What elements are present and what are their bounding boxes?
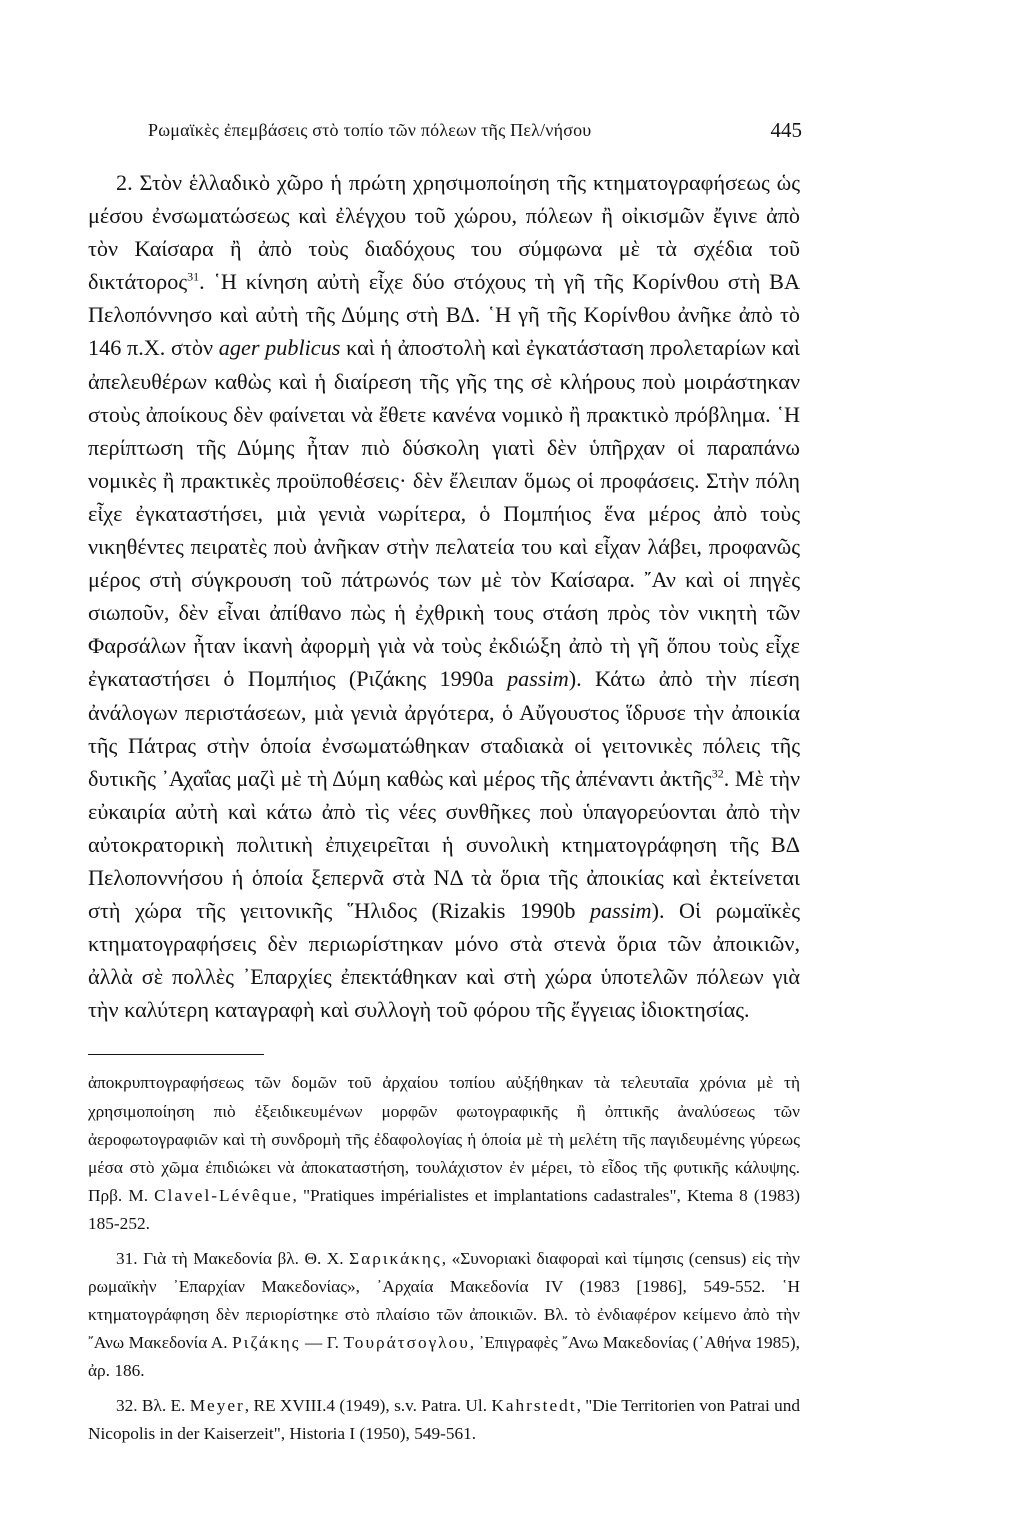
paragraph-text: καὶ ἡ ἀποστολὴ καὶ ἐγκατάσταση προλεταρίων καὶ ἀπελευθέρων καθὼς καὶ ἡ διαίρεση τῆς γῆς της σὲ κλήρους ποὺ μοιράστηκαν στοὺς ἀποίκους δὲν φαίνεται νὰ ἔθετε κανένα νομικὸ ἢ πρακτικὸ πρόβλημα. ῾Η περίπτωση τῆς Δύμης ἦταν πιὸ δύσκολη γιατὶ δὲν ὑπῆρχαν οἱ παραπάνω νομικὲς ἢ πρακτικὲς προϋποθέσεις· δὲν ἔλειπαν ὅμως οἱ προφάσεις. Στὴν πόλη εἶχε ἐγκαταστήσει, μιὰ γενιὰ νωρίτερα, ὁ Πομπήιος ἕνα μέρος ἀπὸ τοὺς νικηθέντες πειρατὲς ποὺ ἀνῆκαν στὴν πελατεία του καὶ εἶχαν λάβει, προφανῶς μέρος στὴ σύγκρουση τοῦ πάτρωνός των μὲ τὸν Καίσαρα. ῎Αν καὶ οἱ πηγὲς σιωποῦν, δὲν εἶναι ἀπίθανο πὼς ἡ ἐχθρικὴ τους στάση πρὸς τὸν νικητὴ τῶν Φαρσάλων ἦταν ἱκανὴ ἀφορμὴ γιὰ νὰ τοὺς ἐκδιώξη ἀπὸ τὴ γῆ ὅπου τοὺς εἶχε ἐγκαταστήσει ὁ Πομπήιος (Ριζάκης 1990a <box>88 335 801 692</box>
paragraph-italic: ager publicus <box>218 335 341 361</box>
running-title: Ρωμαϊκὲς ἐπεμβάσεις στὸ τοπίο τῶν πόλεων τῆς Πελ/νήσου <box>148 120 592 140</box>
main-paragraph <box>88 166 800 1026</box>
footnote-author: Ριζάκης <box>232 1333 301 1353</box>
footnote-continuation <box>88 1069 800 1238</box>
page-number: 445 <box>770 118 802 142</box>
footnote-text: — Γ. <box>300 1333 344 1353</box>
footnotes <box>88 1069 800 1448</box>
footnote-author: Meyer <box>189 1395 245 1415</box>
paragraph-italic: passim <box>589 898 652 924</box>
footnote-31 <box>88 1245 800 1386</box>
footnote-author: Kahrstedt <box>491 1395 577 1415</box>
footnote-text: , ᾿Επιγραφὲς ῎Ανω Μακεδονίας (᾿Αθήνα 1985), ἀρ. 186. <box>88 1333 800 1381</box>
footnote-divider <box>88 1054 264 1055</box>
footnote-author: Τουράτσογλου <box>343 1333 470 1353</box>
paragraph-text: 2. Στὸν ἑλλαδικὸ χῶρο ἡ πρώτη χρησιμοποίηση τῆς κτηματογραφήσεως ὡς μέσου ἐνσωματώσεως καὶ ἐλέγχου τοῦ χώρου, πόλεων ἢ οἰκισμῶν ἔγινε ἀπὸ τὸν Καίσαρα ἢ ἀπὸ τοὺς διαδόχους του σύμφωνα μὲ τὰ σχέδια τοῦ δικτάτορος <box>88 170 800 295</box>
footnote-text: 32. Βλ. Ε. <box>116 1395 190 1415</box>
footnote-32 <box>88 1392 800 1448</box>
footnote-text: , «Συνοριακὶ διαφοραὶ καὶ τίμησις (census) εἰς τὴν ρωμαϊκὴν ᾿Επαρχίαν Μακεδονίας», ᾿Αρχαία Μακεδονία IV (1983 [1986], 549-552. ῾Η κτηματογράφηση δὲν περιορίστηκε στὸ πλαίσιο τῶν ἀποικιῶν. Βλ. τὸ ἐνδιαφέρον κείμενο ἀπὸ τὴν ῎Ανω Μακεδονία Α. <box>88 1248 800 1353</box>
paragraph-text: ). Κάτω ἀπὸ τὴν πίεση ἀνάλογων περιστάσεων, μιὰ γενιὰ ἀργότερα, ὁ Αὔγουστος ἵδρυσε τὴν ἀποικία τῆς Πάτρας στὴν ὁποία ἐνσωματώθηκαν σταδιακὰ οἱ γειτονικὲς πόλεις τῆς δυτικῆς ᾿Αχαΐας μαζὶ μὲ τὴ Δύμη καθὼς καὶ μέρος τῆς ἀπέναντι ἀκτῆς <box>88 666 800 791</box>
page <box>88 110 800 1454</box>
footnote-text: , "Pratiques impérialistes et implantations cadastrales", Ktema 8 (1983) 185-252. <box>88 1186 800 1234</box>
footnote-author: Σαρικάκης <box>349 1248 442 1268</box>
paragraph-text: . Μὲ τὴν εὐκαιρία αὐτὴ καὶ κάτω ἀπὸ τὶς νέες συνθῆκες ποὺ ὑπαγορεύονται ἀπὸ τὴν αὐτοκρατορικὴ πολιτικὴ ἐπιχειρεῖται ἡ συνολικὴ κτηματογράφηση τῆς ΒΔ Πελοποννήσου ἡ ὁποία ξεπερνᾶ στὰ ΝΔ τὰ ὅρια τῆς ἀποικίας καὶ ἐκτείνεται στὴ χώρα τῆς γειτονικῆς ῞Ηλιδος (Rizakis 1990b <box>88 765 800 924</box>
paragraph-italic: passim <box>507 666 569 692</box>
footnote-text: ἀποκρυπτογραφήσεως τῶν δομῶν τοῦ ἀρχαίου τοπίου αὐξήθηκαν τὰ τελευταῖα χρόνια μὲ τὴ χρησιμοποίηση πιὸ ἐξειδικευμένων μορφῶν φωτογραφικῆς ἢ ὀπτικῆς ἀναλύσεως τῶν ἀεροφωτογραφιῶν καὶ τὴ συνδρομὴ τῆς ἐδαφολογίας ἡ ὁποία μὲ τὴ μελέτη τῆς παγιδευμένης γύρεως μέσα στὸ χῶμα ἐπιδιώκει νὰ ἀποκαταστήση, τουλάχιστον ἐν μέρει, τὸ εἶδος τῆς φυτικῆς κάλυψης. Πρβ. Μ. <box>88 1073 800 1206</box>
footnote-text: 31. Γιὰ τὴ Μακεδονία βλ. Θ. Χ. <box>116 1248 350 1268</box>
running-header <box>88 110 800 150</box>
paragraph-text: . ῾Η κίνηση αὐτὴ εἶχε δύο στόχους τὴ γῆ τῆς Κορίνθου στὴ ΒΑ Πελοπόννησο καὶ αὐτὴ τῆς Δύμης στὴ ΒΔ. ῾Η γῆ τῆς Κορίνθου ἀνῆκε ἀπὸ τὸ 146 π.Χ. στὸν <box>88 269 800 361</box>
footnote-ref-32[interactable]: 32 <box>711 766 724 781</box>
paragraph-text: ). Οἱ ρωμαϊκὲς κτηματογραφήσεις δὲν περιωρίστηκαν μόνο στὰ στενὰ ὅρια τῶν ἀποικιῶν, ἀλλὰ σὲ πολλὲς ᾿Επαρχίες ἐπεκτάθηκαν καὶ στὴ χώρα ὑποτελῶν πόλεων γιὰ τὴν καλύτερη καταγραφὴ καὶ συλλογὴ τοῦ φόρου τῆς ἔγγειας ἰδιοκτησίας. <box>88 898 800 1023</box>
footnote-ref-31[interactable]: 31 <box>187 269 200 284</box>
footnote-author: Clavel-Lévêque <box>154 1186 293 1206</box>
footnote-text: , RE XVIII.4 (1949), s.v. Patra. Ul. <box>244 1395 492 1415</box>
footnote-text: , "Die Territorien von Patrai und Nicopolis in der Kaiserzeit", Historia I (1950), 549-561. <box>88 1395 800 1443</box>
